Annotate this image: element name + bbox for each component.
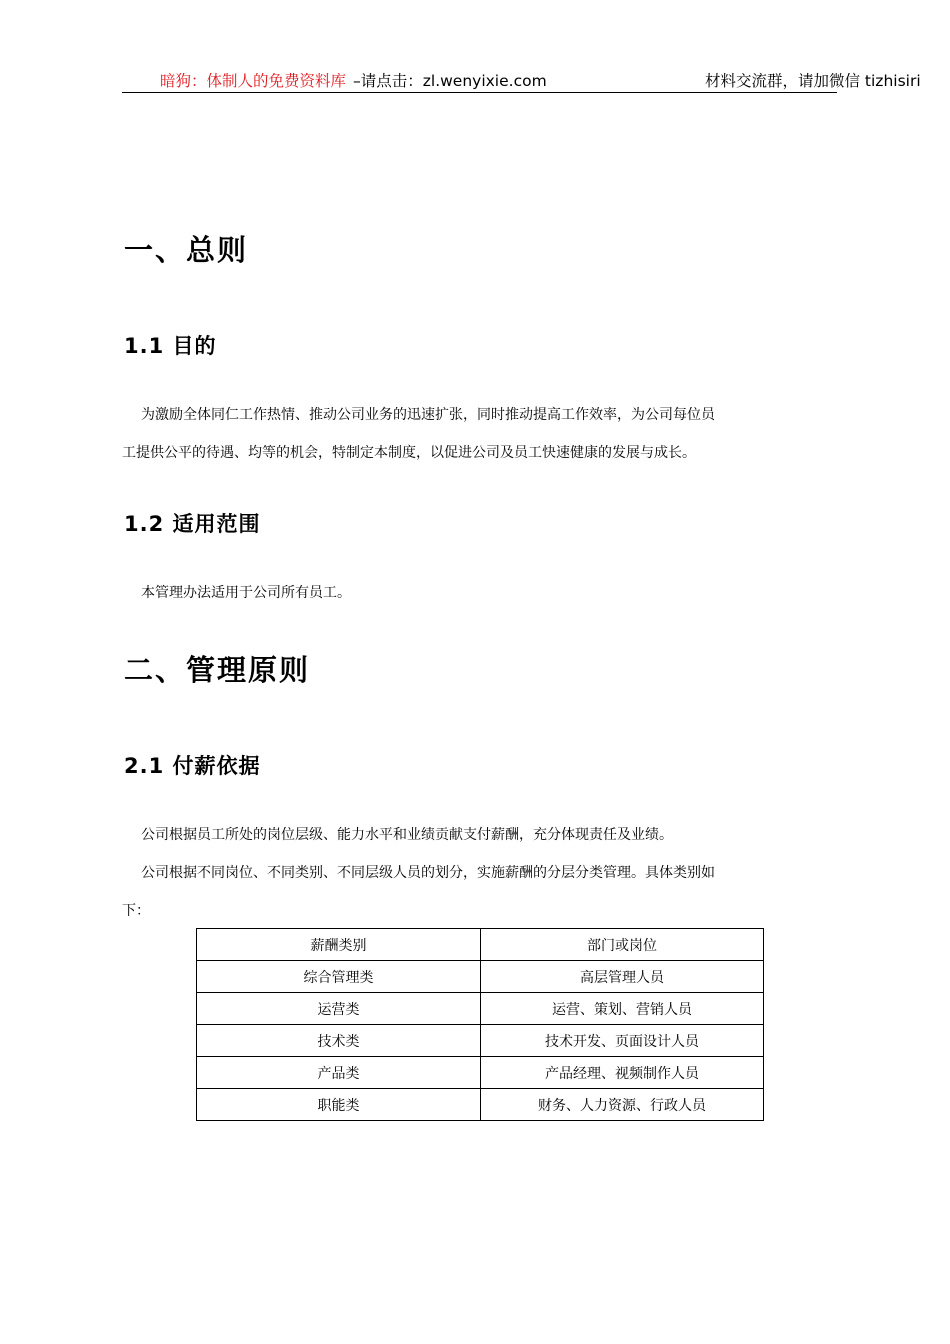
table-header-cell: 部门或岗位: [481, 929, 764, 961]
pay-basis-line-3: 下：: [122, 903, 150, 919]
table-cell-category: 产品类: [197, 1057, 481, 1089]
page-header: [122, 70, 921, 93]
header-site-name: 暗狗：体制人的免费资料库: [160, 72, 347, 90]
header-group-info: 材料交流群，请加微信 tizhisiri: [705, 72, 921, 90]
table-row: [197, 1089, 764, 1121]
pay-basis-line-1: 公司根据员工所处的岗位层级、能力水平和业绩贡献支付薪酬，充分体现责任及业绩。: [141, 827, 673, 843]
scope-paragraph: 本管理办法适用于公司所有员工。: [141, 585, 351, 601]
subsection-1-2-title: 1.2 适用范围: [124, 512, 261, 536]
table-cell-position: 财务、人力资源、行政人员: [481, 1089, 764, 1121]
table-row: [197, 961, 764, 993]
table-cell-category: 职能类: [197, 1089, 481, 1121]
table-row: [197, 1025, 764, 1057]
subsection-2-1-title: 2.1 付薪依据: [124, 754, 261, 778]
table-cell-category: 运营类: [197, 993, 481, 1025]
section-1-title: 一、总则: [124, 233, 249, 267]
salary-category-table: [196, 928, 764, 1121]
section-2-title: 二、管理原则: [124, 653, 311, 687]
table-row: [197, 1057, 764, 1089]
purpose-line-1: 为激励全体同仁工作热情、推动公司业务的迅速扩张，同时推动提高工作效率，为公司每位员: [141, 407, 715, 423]
table-row: [197, 993, 764, 1025]
purpose-paragraph: [122, 396, 836, 472]
table-cell-category: 技术类: [197, 1025, 481, 1057]
table-cell-position: 高层管理人员: [481, 961, 764, 993]
table-header-cell: 薪酬类别: [197, 929, 481, 961]
pay-basis-paragraph: [122, 816, 836, 930]
table-header-row: [197, 929, 764, 961]
header-link[interactable]: –请点击：zl.wenyixie.com: [353, 72, 547, 90]
subsection-1-1-title: 1.1 目的: [124, 334, 217, 358]
table-cell-position: 运营、策划、营销人员: [481, 993, 764, 1025]
pay-basis-line-2: 公司根据不同岗位、不同类别、不同层级人员的划分，实施薪酬的分层分类管理。具体类别如: [141, 865, 715, 881]
purpose-line-2: 工提供公平的待遇、均等的机会，特制定本制度，以促进公司及员工快速健康的发展与成长。: [122, 445, 696, 461]
table-cell-position: 技术开发、页面设计人员: [481, 1025, 764, 1057]
table-cell-position: 产品经理、视频制作人员: [481, 1057, 764, 1089]
table-cell-category: 综合管理类: [197, 961, 481, 993]
